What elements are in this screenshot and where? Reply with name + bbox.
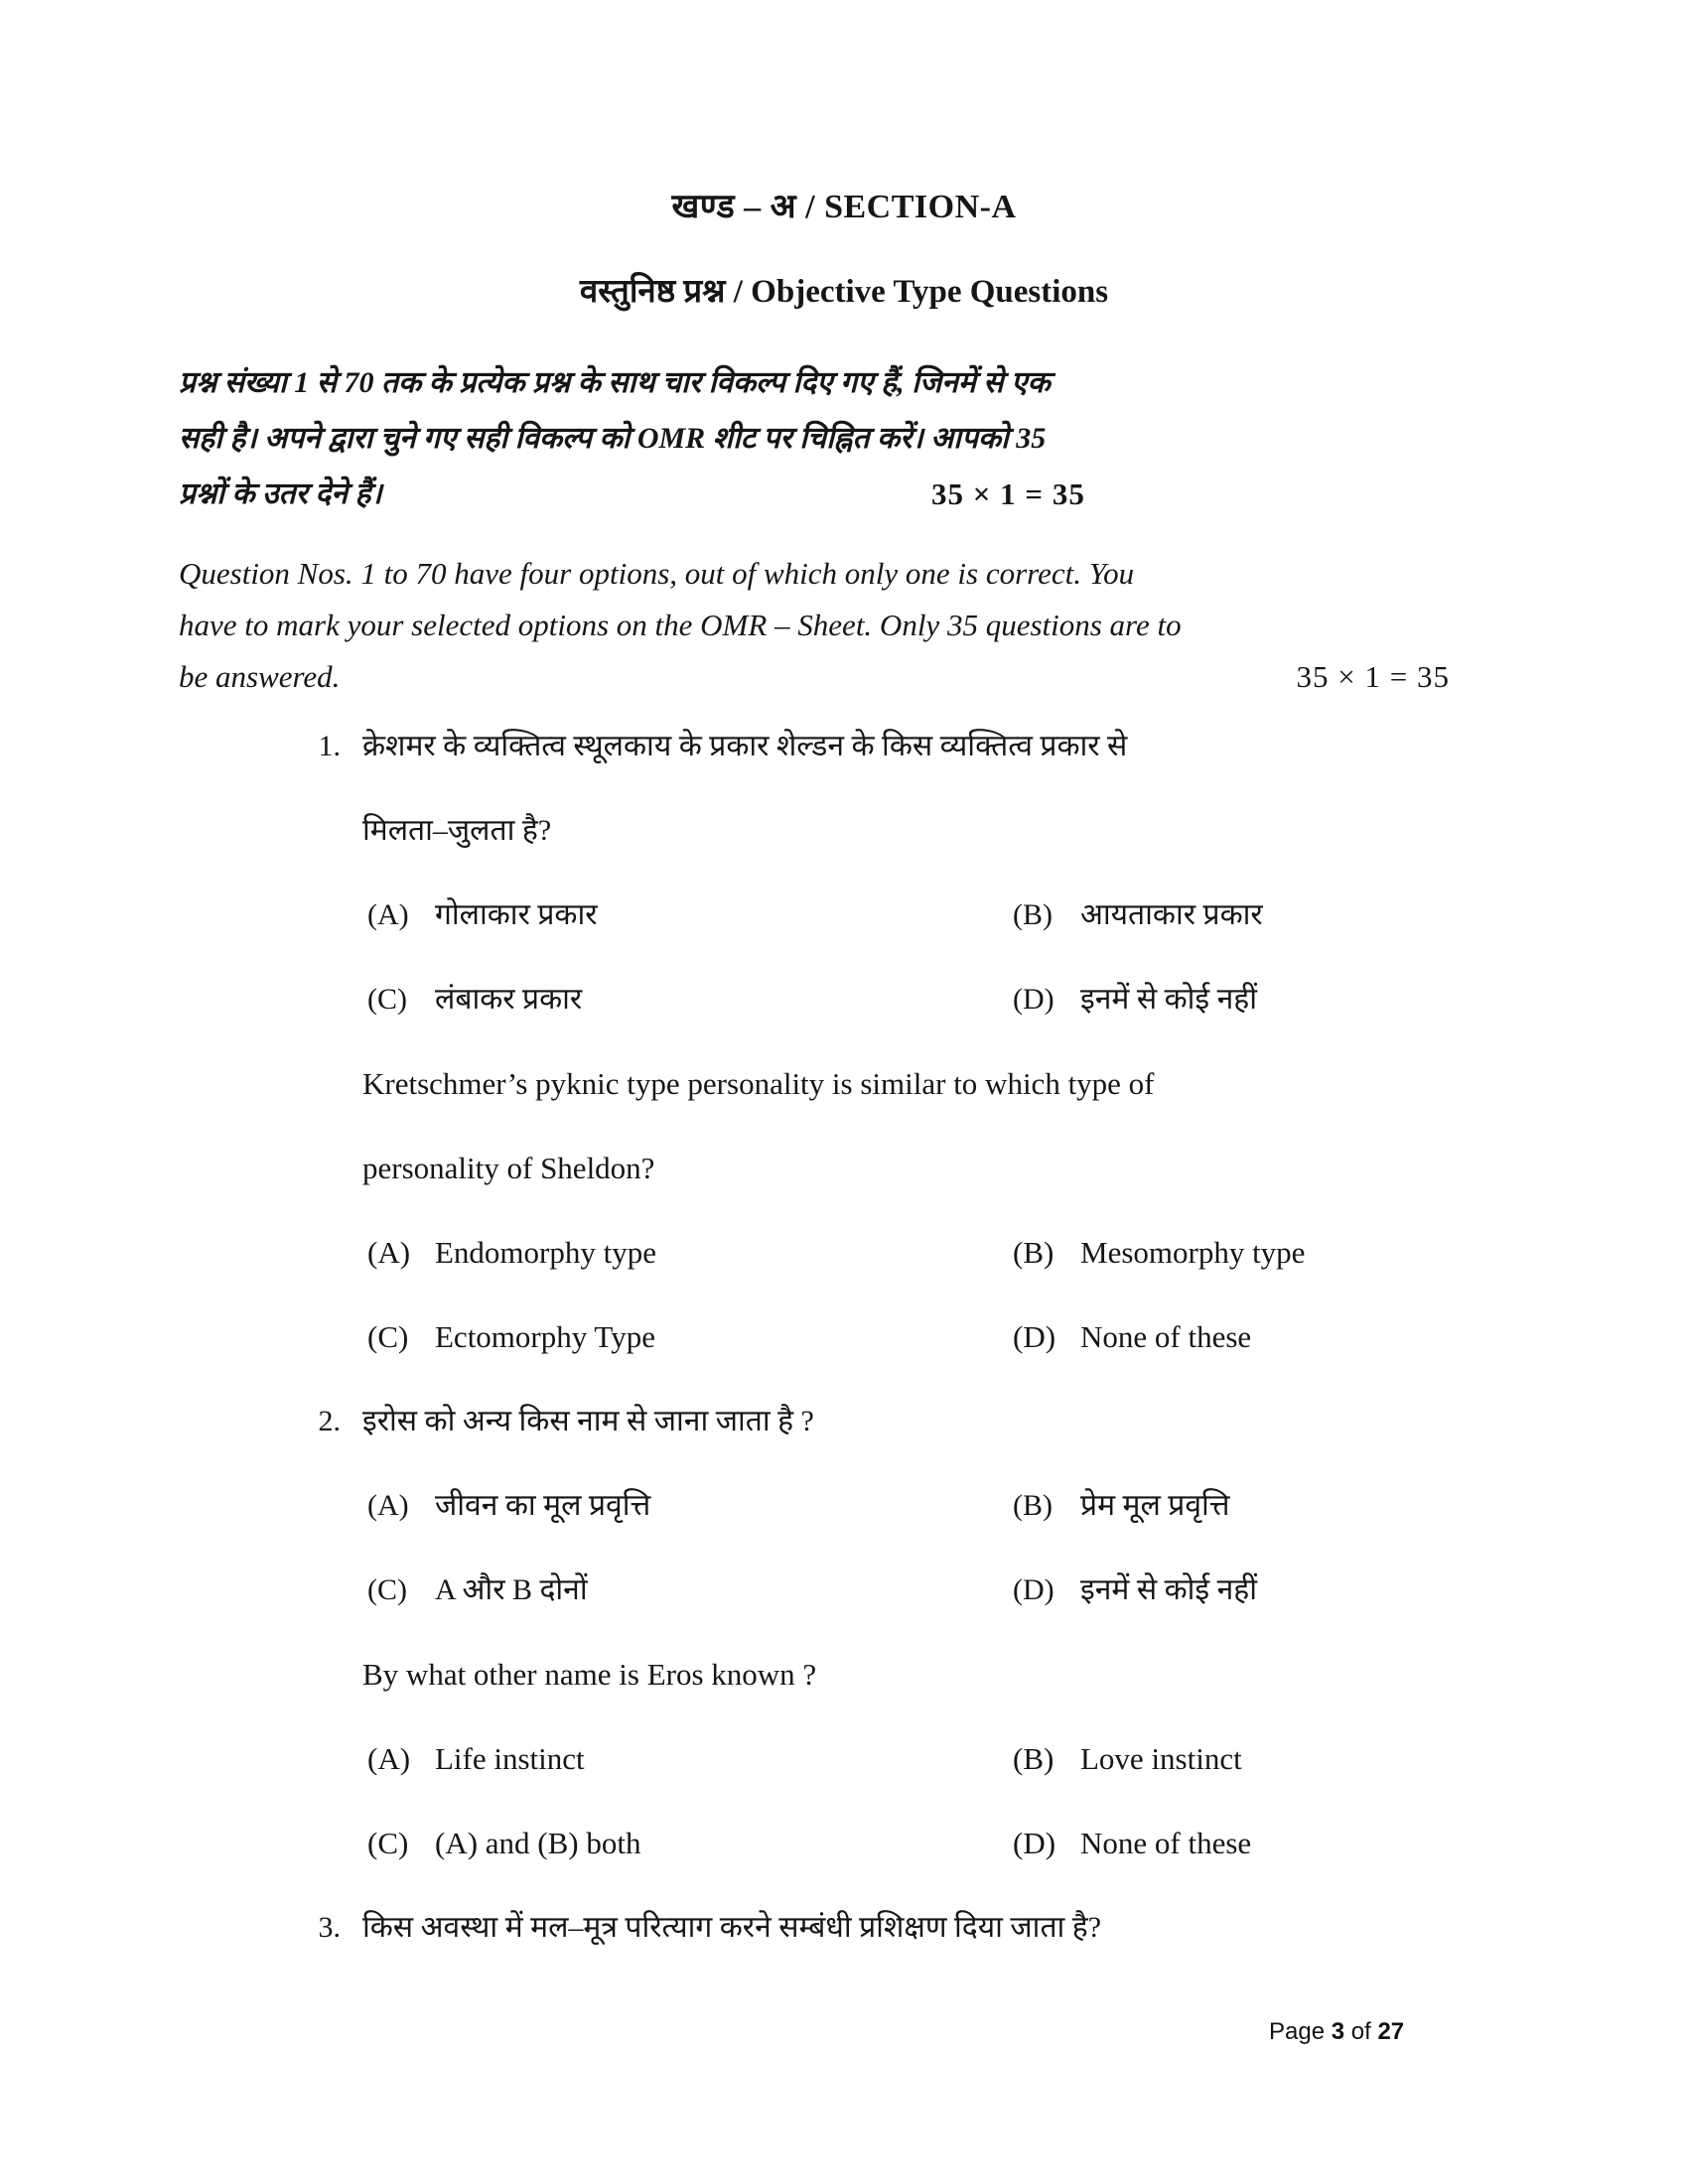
option-label: (D): [1013, 1319, 1056, 1354]
option-b: [1013, 894, 1263, 936]
option-text: Mesomorphy type: [1080, 1235, 1306, 1270]
option-text: Love instinct: [1080, 1741, 1242, 1776]
question-text: इरोस को अन्य किस नाम से जाना जाता है ?: [362, 1405, 814, 1437]
option-b: [1013, 1232, 1305, 1274]
option-text: None of these: [1080, 1826, 1252, 1860]
instructions-english-line-text: be answered.: [179, 659, 341, 694]
question-number: 3.: [318, 1911, 341, 1944]
page-content: [179, 355, 1450, 1949]
option-text: इनमें से कोई नहीं: [1080, 1573, 1257, 1606]
option-c: [367, 1316, 1013, 1358]
option-b: [1013, 1738, 1242, 1780]
option-text: आयताकार प्रकार: [1080, 898, 1263, 931]
instructions-hindi-line-text: प्रश्नों के उतर देने हैं।: [179, 478, 382, 510]
option-text: जीवन का मूल प्रवृत्ति: [435, 1489, 651, 1522]
question-1-hindi-line-1: [179, 726, 1450, 767]
instructions-english-line: Question Nos. 1 to 70 have four options, out of which only one is correct. You: [179, 556, 1135, 591]
option-text: None of these: [1080, 1319, 1252, 1354]
question-2-hindi-options-ab: [179, 1485, 1450, 1527]
option-c: [367, 979, 1013, 1021]
instructions-hindi: [179, 355, 1450, 522]
question-text: personality of Sheldon?: [362, 1151, 655, 1185]
question-text: किस अवस्था में मल–मूत्र परित्याग करने सम्बंधी प्रशिक्षण दिया जाता है?: [362, 1911, 1102, 1944]
footer-total-pages: 27: [1377, 2018, 1405, 2045]
instructions-english: [179, 548, 1450, 703]
option-d: [1013, 1570, 1257, 1611]
section-subheader: वस्तुनिष्ठ प्रश्न / Objective Type Questions: [579, 274, 1109, 310]
instructions-hindi-line: [179, 467, 1450, 522]
option-label: (A): [367, 1741, 411, 1776]
option-text: इनमें से कोई नहीं: [1080, 983, 1257, 1016]
option-text: लंबाकर प्रकार: [435, 983, 583, 1016]
option-text: A और B दोनों: [435, 1573, 588, 1606]
option-text: Ectomorphy Type: [435, 1319, 655, 1354]
instructions-hindi-line: सही है। अपने द्वारा चुने गए सही विकल्प को OMR शीट पर चिह्नित करें। आपको 35: [179, 422, 1047, 455]
instructions-english-line: have to mark your selected options on the OMR – Sheet. Only 35 questions are to: [179, 608, 1182, 642]
instructions-english-line: [179, 651, 1450, 703]
option-label: (B): [1013, 1489, 1053, 1522]
question-2-hindi-line-1: [179, 1401, 1450, 1442]
question-text: By what other name is Eros known ?: [362, 1657, 817, 1692]
question-text: मिलता–जुलता है?: [362, 814, 552, 847]
option-b: [1013, 1485, 1230, 1527]
question-1-english-options-cd: [179, 1316, 1450, 1358]
question-1-hindi-line-2: [179, 810, 1450, 852]
question-1-english-options-ab: [179, 1232, 1450, 1274]
question-1-hindi-options-cd: [179, 979, 1450, 1021]
option-text: Life instinct: [435, 1741, 585, 1776]
question-1-english-line-1: [179, 1063, 1450, 1105]
question-text: Kretschmer’s pyknic type personality is similar to which type of: [362, 1066, 1155, 1101]
option-a: [367, 1232, 1013, 1274]
option-a: [367, 1485, 1013, 1527]
question-text: क्रेशमर के व्यक्तित्व स्थूलकाय के प्रकार शेल्डन के किस व्यक्तित्व प्रकार से: [362, 730, 1128, 762]
option-label: (D): [1013, 1826, 1056, 1860]
option-text: Endomorphy type: [435, 1235, 656, 1270]
option-d: [1013, 1823, 1251, 1864]
option-label: (C): [367, 1826, 409, 1860]
questions-list: [179, 726, 1450, 1949]
option-label: (B): [1013, 1235, 1055, 1270]
instructions-hindi-line: प्रश्न संख्या 1 से 70 तक के प्रत्येक प्रश्न के साथ चार विकल्प दिए गए हैं, जिनमें से एक: [179, 366, 1051, 399]
footer-page-number: 3: [1331, 2018, 1345, 2045]
option-label: (B): [1013, 1741, 1055, 1776]
question-3-hindi-line-1: [179, 1907, 1450, 1949]
option-label: (A): [367, 1235, 411, 1270]
option-label: (C): [367, 1573, 407, 1606]
marks-formula-hindi: 35 × 1 = 35: [931, 477, 1085, 511]
option-d: [1013, 979, 1257, 1021]
option-label: (A): [367, 898, 409, 931]
option-label: (C): [367, 983, 407, 1016]
question-2-english-line-1: [179, 1654, 1450, 1696]
question-number: 2.: [318, 1405, 341, 1437]
option-text: प्रेम मूल प्रवृत्ति: [1080, 1489, 1230, 1522]
footer-page-label: Page: [1269, 2018, 1326, 2045]
marks-formula-english: 35 × 1 = 35: [1296, 659, 1450, 694]
question-number: 1.: [318, 730, 341, 762]
option-c: [367, 1570, 1013, 1611]
footer-of-label: of: [1350, 2018, 1371, 2045]
page-footer: [1269, 2018, 1404, 2046]
option-d: [1013, 1316, 1251, 1358]
question-1-english-line-2: [179, 1148, 1450, 1189]
option-c: [367, 1823, 1013, 1864]
option-label: (A): [367, 1489, 409, 1522]
option-label: (D): [1013, 1573, 1055, 1606]
section-header: खण्ड – अ / SECTION-A: [671, 189, 1017, 225]
option-label: (C): [367, 1319, 409, 1354]
option-label: (B): [1013, 898, 1053, 931]
question-2-english-options-ab: [179, 1738, 1450, 1780]
option-text: (A) and (B) both: [435, 1826, 641, 1860]
option-text: गोलाकार प्रकार: [435, 898, 598, 931]
question-1-hindi-options-ab: [179, 894, 1450, 936]
question-2-hindi-options-cd: [179, 1570, 1450, 1611]
option-a: [367, 894, 1013, 936]
option-label: (D): [1013, 983, 1055, 1016]
option-a: [367, 1738, 1013, 1780]
question-2-english-options-cd: [179, 1823, 1450, 1864]
